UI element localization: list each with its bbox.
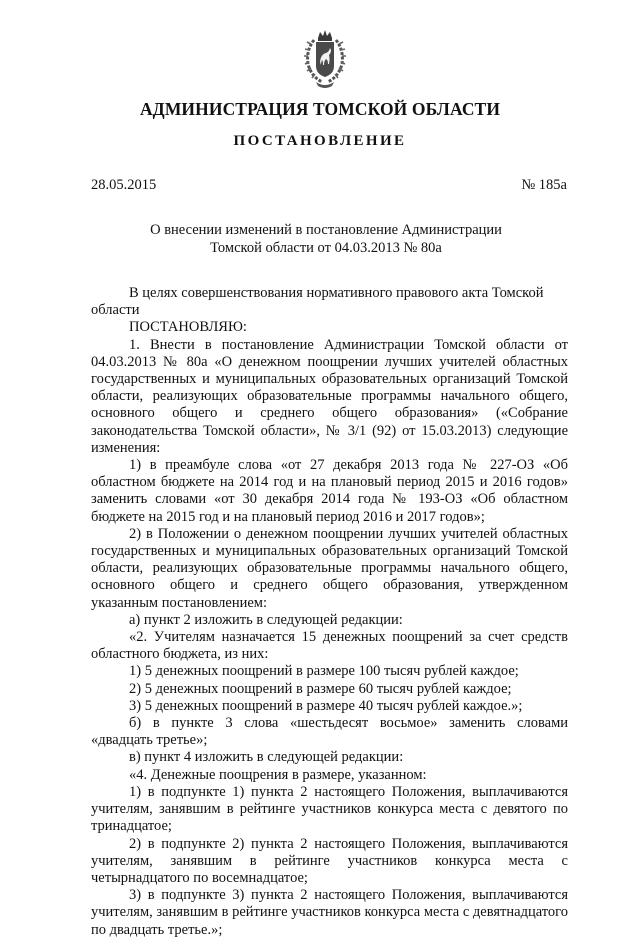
clause-paragraph: 1) 5 денежных поощрений в размере 100 тысяч рублей каждое; — [129, 663, 519, 680]
clause-paragraph: 3) в подпункте 3) пункта 2 настоящего Положения, выплачиваются учителям, занявшим в рейтинге участников конкурса места с девятнадцатого по двадцать третье.»; — [91, 887, 568, 938]
resolution-keyword: ПОСТАНОВЛЯЮ: — [129, 319, 247, 336]
clause-paragraph: 1) в подпункте 1) пункта 2 настоящего Положения, выплачиваются учителям, занявшим в рейтинге участников конкурса места с девятого по тринадцатое; — [91, 783, 568, 835]
clause-paragraph: а) пункт 2 изложить в следующей редакции: — [129, 611, 403, 628]
clause-paragraph: 2) 5 денежных поощрений в размере 60 тысяч рублей каждое; — [129, 680, 512, 697]
document-subject — [0, 222, 640, 257]
organization-title: АДМИНИСТРАЦИЯ ТОМСКОЙ ОБЛАСТИ — [139, 99, 501, 119]
document-number: № 185а — [521, 177, 567, 193]
clause-paragraph: 1. Внести в постановление Администрации Томской области от 04.03.2013 № 80а «О денежном поощрении лучших учителей областных государственных и муниципальных образовательных организаций Томской области, реализующих образовательные программы начального общего, основного общего и среднего общего образования» («Собрание законодательства Томской области», № 3/1 (92) от 15.03.2013) следующие изменения: — [91, 336, 568, 456]
coat-of-arms-icon — [302, 28, 348, 90]
document-type: ПОСТАНОВЛЕНИЕ — [233, 133, 407, 149]
clause-paragraph: 2) в Положении о денежном поощрении лучших учителей областных государственных и муниципальных образовательных организаций Томской области, реализующих образовательные программы начального общего, основного общего и среднего общего образования, утвержденном указанным постановлением: — [91, 525, 568, 611]
clause-paragraph: 1) в преамбуле слова «от 27 декабря 2013 года № 227-ОЗ «Об областном бюджете на 2014 год и на плановый период 2015 и 2016 годов» заменить словами «от 30 декабря 2014 года № 193-ОЗ «Об областном бюджете на 2015 год и на плановый период 2016 и 2017 годов»; — [91, 457, 568, 525]
clause-paragraph: 3) 5 денежных поощрений в размере 40 тысяч рублей каждое.»; — [129, 697, 523, 714]
clause-paragraph: 2) в подпункте 2) пункта 2 настоящего Положения, выплачиваются учителям, занявшим в рейтинге участников конкурса места с четырнадцатого по восемнадцатое; — [91, 835, 568, 886]
document-body — [91, 285, 568, 939]
subject-line: Томской области от 04.03.2013 № 80а — [210, 239, 442, 256]
document-date: 28.05.2015 — [91, 177, 157, 193]
clause-paragraph: б) в пункте 3 слова «шестьдесят восьмое» заменить словами «двадцать третье»; — [91, 715, 568, 749]
clause-paragraph: «4. Денежные поощрения в размере, указанном: — [129, 766, 427, 783]
clause-paragraph: в) пункт 4 изложить в следующей редакции: — [129, 749, 404, 766]
subject-line: О внесении изменений в постановление Администрации — [150, 222, 502, 238]
preamble-paragraph: В целях совершенствования нормативного правового акта Томской области — [91, 285, 544, 319]
clause-paragraph: «2. Учителям назначается 15 денежных поощрений за счет средств областного бюджета, из них: — [91, 629, 568, 663]
